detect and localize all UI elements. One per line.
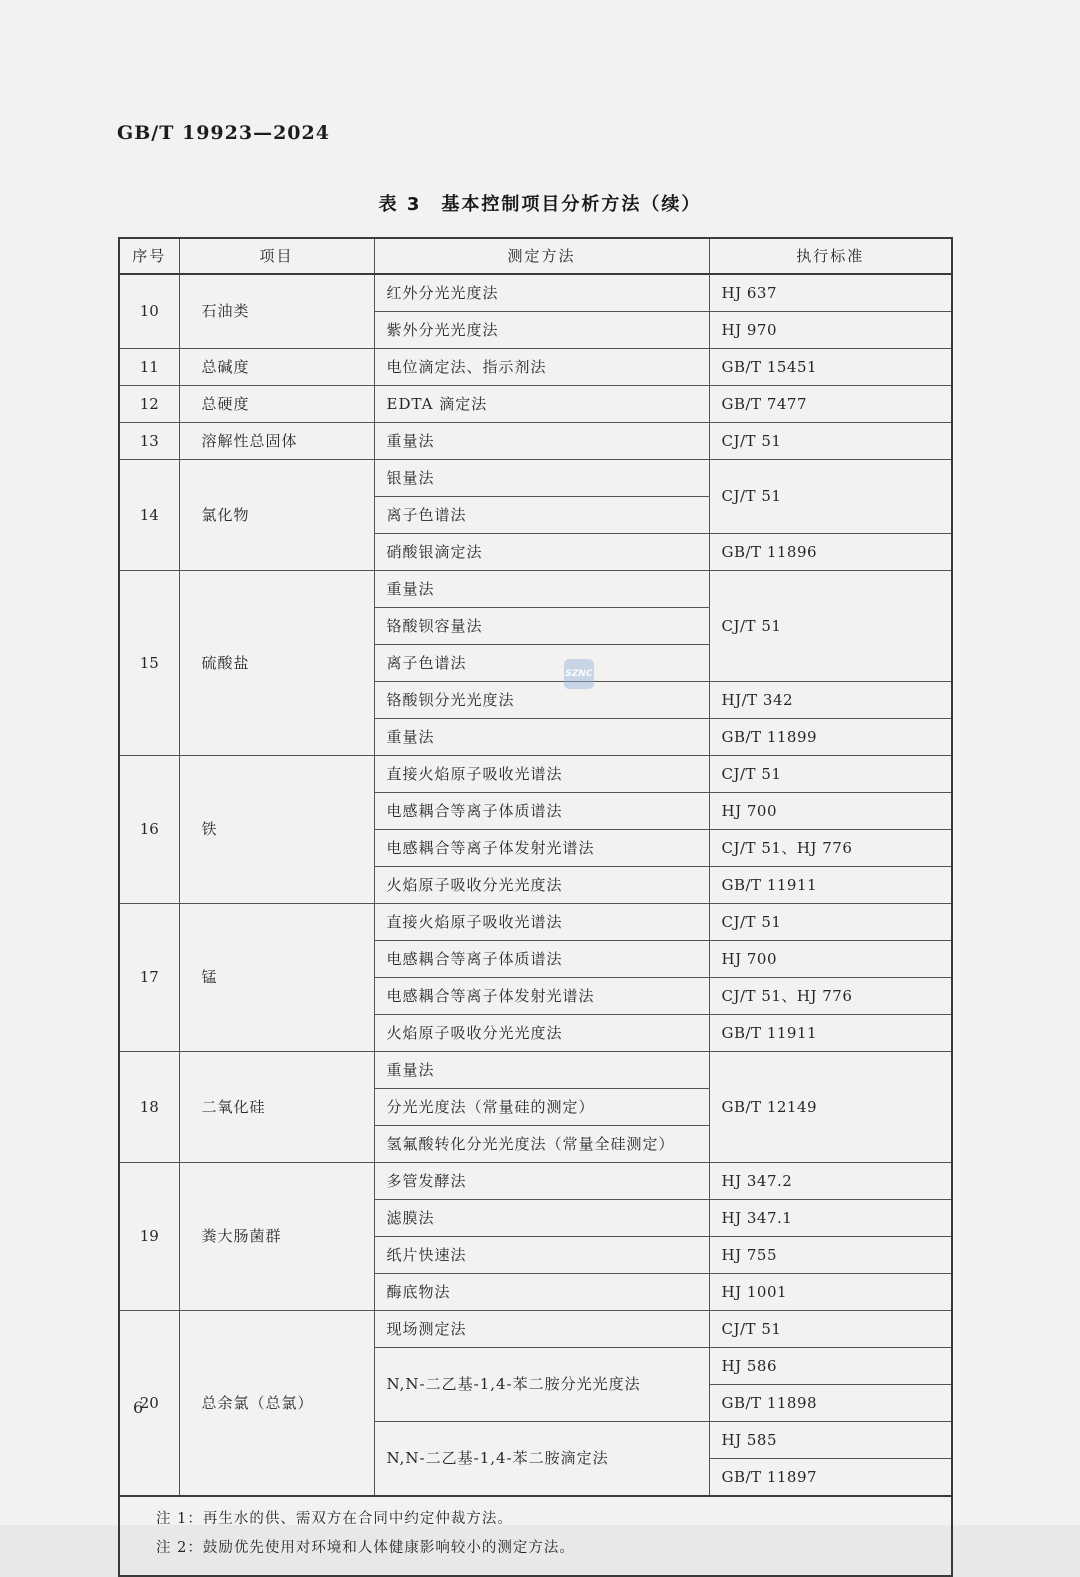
cell-item: 氯化物 [179,460,374,571]
cell-seq: 15 [119,571,179,756]
table-row [119,756,952,793]
cell-method: 酶底物法 [374,1274,709,1311]
cell-standard: CJ/T 51、HJ 776 [709,978,952,1015]
header-standard: 执行标准 [709,238,952,274]
header-item: 项目 [179,238,374,274]
cell-seq: 19 [119,1163,179,1311]
table-row [119,1311,952,1348]
cell-item: 总碱度 [179,349,374,386]
cell-standard: HJ 700 [709,941,952,978]
cell-standard: CJ/T 51 [709,756,952,793]
table-row [119,904,952,941]
cell-standard: HJ 1001 [709,1274,952,1311]
cell-item: 粪大肠菌群 [179,1163,374,1311]
cell-method: 重量法 [374,423,709,460]
table-row [119,1163,952,1200]
cell-method: N,N-二乙基-1,4-苯二胺分光光度法 [374,1348,709,1422]
cell-seq: 12 [119,386,179,423]
cell-item: 锰 [179,904,374,1052]
cell-seq: 16 [119,756,179,904]
cell-standard: GB/T 11897 [709,1459,952,1497]
cell-standard: GB/T 11898 [709,1385,952,1422]
cell-seq: 14 [119,460,179,571]
table-title: 表 3 基本控制项目分析方法（续） [378,194,702,215]
cell-method: 纸片快速法 [374,1237,709,1274]
cell-seq: 17 [119,904,179,1052]
cell-method: 银量法 [374,460,709,497]
cell-method: 重量法 [374,1052,709,1089]
cell-standard: HJ 347.2 [709,1163,952,1200]
cell-standard: GB/T 12149 [709,1052,952,1163]
table-row [119,423,952,460]
cell-standard: GB/T 11911 [709,1015,952,1052]
cell-standard: CJ/T 51 [709,1311,952,1348]
cell-method: 火焰原子吸收分光光度法 [374,867,709,904]
cell-item: 总硬度 [179,386,374,423]
table-note-1: 注 1：再生水的供、需双方在合同中约定仲裁方法。 [156,1511,513,1527]
table-row [119,274,952,312]
cell-method: 电感耦合等离子体质谱法 [374,793,709,830]
table-row [119,460,952,497]
cell-method: 直接火焰原子吸收光谱法 [374,756,709,793]
cell-standard: CJ/T 51 [709,571,952,682]
cell-method: EDTA 滴定法 [374,386,709,423]
cell-method: 现场测定法 [374,1311,709,1348]
cell-standard: GB/T 15451 [709,349,952,386]
cell-standard: HJ 637 [709,274,952,312]
table-row [119,571,952,608]
cell-standard: HJ 585 [709,1422,952,1459]
analysis-methods-table [118,237,953,1577]
table-row [119,1052,952,1089]
cell-method: 硝酸银滴定法 [374,534,709,571]
table-row [119,386,952,423]
cell-standard: HJ 347.1 [709,1200,952,1237]
cell-method: 氢氟酸转化分光光度法（常量全硅测定） [374,1126,709,1163]
cell-standard: GB/T 11899 [709,719,952,756]
cell-item: 溶解性总固体 [179,423,374,460]
cell-standard: GB/T 7477 [709,386,952,423]
cell-standard: GB/T 11896 [709,534,952,571]
cell-method: 离子色谱法 [374,497,709,534]
cell-method: 电位滴定法、指示剂法 [374,349,709,386]
cell-method: 电感耦合等离子体发射光谱法 [374,978,709,1015]
cell-standard: CJ/T 51、HJ 776 [709,830,952,867]
header-method: 测定方法 [374,238,709,274]
cell-method: 紫外分光光度法 [374,312,709,349]
table-row [119,349,952,386]
cell-method: 分光光度法（常量硅的测定） [374,1089,709,1126]
table-notes-row [119,1496,952,1576]
cell-method: 直接火焰原子吸收光谱法 [374,904,709,941]
cell-item: 石油类 [179,274,374,349]
cell-method: 重量法 [374,719,709,756]
cell-seq: 20 [119,1311,179,1497]
cell-method: 铬酸钡容量法 [374,608,709,645]
cell-item: 总余氯（总氯） [179,1311,374,1497]
notes-cell [119,1496,952,1576]
cell-method: 火焰原子吸收分光光度法 [374,1015,709,1052]
cell-seq: 18 [119,1052,179,1163]
cell-standard: HJ 700 [709,793,952,830]
cell-item: 二氧化硅 [179,1052,374,1163]
cell-method: 滤膜法 [374,1200,709,1237]
cell-standard: HJ 970 [709,312,952,349]
cell-standard: CJ/T 51 [709,460,952,534]
cell-standard: HJ 755 [709,1237,952,1274]
page-number: 6 [133,1398,144,1417]
cell-seq: 11 [119,349,179,386]
cell-seq: 13 [119,423,179,460]
cell-method: 重量法 [374,571,709,608]
cell-method: 多管发酵法 [374,1163,709,1200]
table-note-2: 注 2：鼓励优先使用对环境和人体健康影响较小的测定方法。 [156,1540,575,1556]
cell-method: 红外分光光度法 [374,274,709,312]
cell-standard: HJ 586 [709,1348,952,1385]
standard-code: GB/T 19923—2024 [117,122,330,144]
cell-standard: HJ/T 342 [709,682,952,719]
table-header-row [119,238,952,274]
cell-standard: CJ/T 51 [709,904,952,941]
cell-item: 铁 [179,756,374,904]
watermark-text: SZNC [565,669,593,679]
cell-standard: GB/T 11911 [709,867,952,904]
cell-method: N,N-二乙基-1,4-苯二胺滴定法 [374,1422,709,1497]
cell-method: 离子色谱法 [374,645,709,682]
cell-method: 铬酸钡分光光度法 [374,682,709,719]
header-seq: 序号 [119,238,179,274]
cell-method: 电感耦合等离子体质谱法 [374,941,709,978]
cell-seq: 10 [119,274,179,349]
cell-method: 电感耦合等离子体发射光谱法 [374,830,709,867]
cell-item: 硫酸盐 [179,571,374,756]
cell-standard: CJ/T 51 [709,423,952,460]
